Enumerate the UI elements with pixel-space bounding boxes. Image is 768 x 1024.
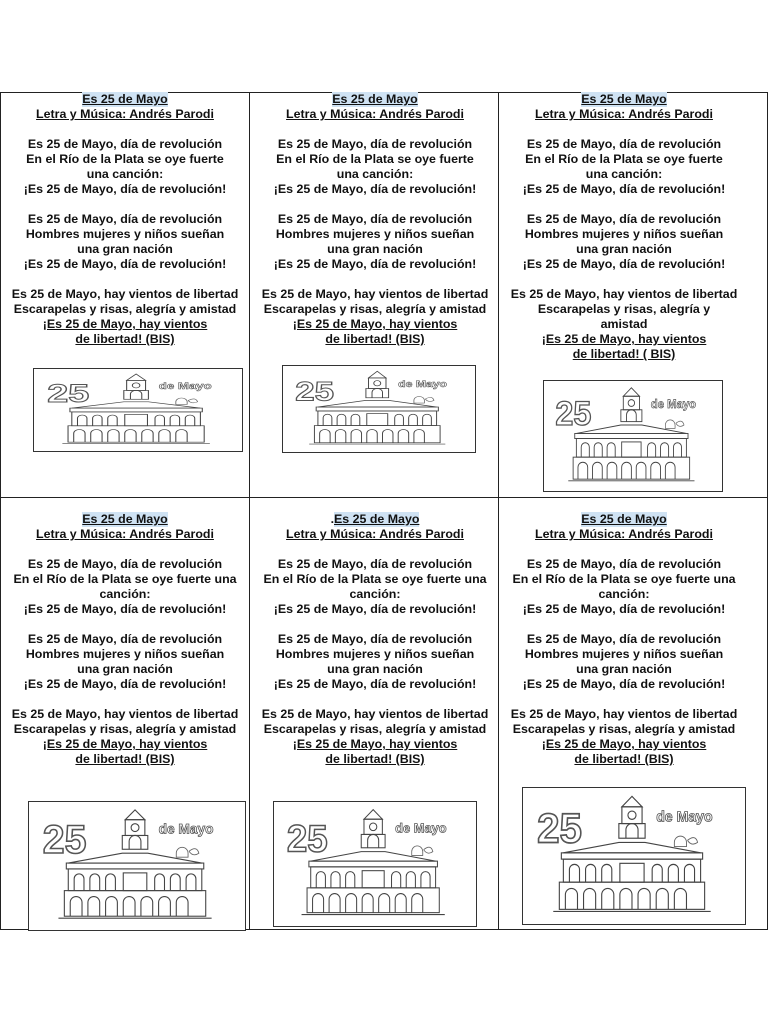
lyric-line: una gran nación: [327, 662, 423, 676]
stanza-1: [253, 557, 497, 617]
song-credits: Letra y Música: Andrés Parodi: [36, 527, 214, 541]
stanza-3: [253, 707, 497, 767]
title-line: [502, 92, 746, 107]
song-credits: Letra y Música: Andrés Parodi: [36, 107, 214, 121]
title-line: [3, 92, 247, 107]
lyric-line: Hombres mujeres y niños sueñan: [25, 647, 225, 661]
lyric-line: Es 25 de Mayo, día de revolución: [526, 557, 722, 571]
lyric-line: ¡Es 25 de Mayo, día de revolución!: [522, 257, 726, 271]
title-line: [3, 512, 247, 527]
lyric-line: ¡Es 25 de Mayo, día de revolución!: [273, 602, 477, 616]
lyric-line: de libertad! ( BIS): [572, 347, 676, 361]
lyric-line: ¡Es 25 de Mayo, día de revolución!: [23, 182, 227, 196]
lyric-line: de libertad! (BIS): [325, 752, 425, 766]
cabildo-drawing: [274, 802, 476, 926]
refrain: [253, 737, 497, 767]
song-lyrics: [502, 92, 746, 362]
stanza-1: [502, 137, 746, 197]
lyric-line: una canción:: [86, 167, 164, 181]
lyric-line: una gran nación: [327, 242, 423, 256]
lyric-line: Escarapelas y risas, alegría y: [537, 302, 711, 316]
lyric-line: Hombres mujeres y niños sueñan: [275, 647, 475, 661]
stanza-2: [502, 632, 746, 692]
refrain: [502, 737, 746, 767]
lyric-line: ¡Es 25 de Mayo, hay vientos: [541, 737, 707, 751]
bell-icon: [176, 398, 198, 404]
lyric-line: Es 25 de Mayo, día de revolución: [277, 137, 473, 151]
lyric-line: Es 25 de Mayo, día de revolución: [27, 137, 223, 151]
lyric-line: En el Río de la Plata se oye fuerte una: [512, 572, 736, 586]
lyric-line: Hombres mujeres y niños sueñan: [524, 647, 724, 661]
stanza-1: [502, 557, 746, 617]
song-lyrics: [253, 512, 497, 767]
song-lyrics: [3, 512, 247, 767]
lyric-line: Es 25 de Mayo, día de revolución: [526, 632, 722, 646]
lyric-line: una gran nación: [77, 242, 173, 256]
lyric-line: una gran nación: [576, 242, 672, 256]
cabildo-drawing: [29, 802, 245, 930]
drawing-number: 25: [47, 379, 90, 408]
drawing-caption: de Mayo: [158, 821, 214, 837]
lyric-line: Hombres mujeres y niños sueñan: [275, 227, 475, 241]
lyric-line: Es 25 de Mayo, día de revolución: [526, 137, 722, 151]
refrain: [502, 332, 746, 362]
lyric-line: una canción:: [336, 167, 414, 181]
bell-icon: [674, 836, 697, 846]
refrain: [3, 737, 247, 767]
lyric-line: Es 25 de Mayo, día de revolución: [277, 557, 473, 571]
stanza-3: [3, 707, 247, 767]
drawing-number: 25: [555, 395, 592, 434]
stanza-3: [502, 707, 746, 767]
coloring-picture: [28, 801, 246, 931]
title-line: [253, 92, 497, 107]
lyric-line: Es 25 de Mayo, hay vientos de libertad: [11, 707, 239, 721]
coloring-picture: [543, 380, 723, 492]
lyric-line: ¡Es 25 de Mayo, día de revolución!: [273, 677, 477, 691]
drawing-number: 25: [286, 816, 328, 860]
bell-icon: [412, 846, 433, 856]
coloring-picture: [522, 787, 746, 925]
stanza-3: [253, 287, 497, 347]
bell-icon: [414, 396, 434, 403]
stanza-2: [3, 212, 247, 272]
lyric-line: ¡Es 25 de Mayo, día de revolución!: [273, 257, 477, 271]
song-credits: Letra y Música: Andrés Parodi: [286, 527, 464, 541]
lyric-line: Es 25 de Mayo, día de revolución: [27, 212, 223, 226]
lyric-line: de libertad! (BIS): [574, 752, 674, 766]
stanza-2: [502, 212, 746, 272]
lyric-line: ¡Es 25 de Mayo, día de revolución!: [522, 677, 726, 691]
lyric-line: una gran nación: [576, 662, 672, 676]
lyric-line: ¡Es 25 de Mayo, día de revolución!: [23, 257, 227, 271]
song-title: Es 25 de Mayo: [581, 92, 667, 106]
title-line: [502, 512, 746, 527]
drawing-caption: de Mayo: [656, 809, 713, 826]
lyric-line: de libertad! (BIS): [325, 332, 425, 346]
stanza-1: [253, 137, 497, 197]
drawing-number: 25: [537, 804, 583, 852]
title-line: [253, 512, 497, 527]
lyric-line: Es 25 de Mayo, hay vientos de libertad: [510, 287, 738, 301]
cabildo-drawing: [523, 788, 745, 924]
lyric-line: ¡Es 25 de Mayo, día de revolución!: [273, 182, 477, 196]
refrain: [3, 317, 247, 347]
lyric-line: Es 25 de Mayo, día de revolución: [526, 212, 722, 226]
lyric-line: En el Río de la Plata se oye fuerte una: [263, 572, 487, 586]
song-title: Es 25 de Mayo: [82, 512, 168, 526]
bell-icon: [665, 420, 684, 428]
lyric-line: canción:: [598, 587, 650, 601]
lyric-line: ¡Es 25 de Mayo, hay vientos: [541, 332, 707, 346]
lyric-line: Es 25 de Mayo, hay vientos de libertad: [261, 287, 489, 301]
cabildo-drawing: [544, 381, 722, 491]
song-credits: Letra y Música: Andrés Parodi: [535, 527, 713, 541]
coloring-picture: [282, 365, 476, 453]
lyric-line: Escarapelas y risas, alegría y amistad: [512, 722, 736, 736]
lyric-line: ¡Es 25 de Mayo, hay vientos: [42, 737, 208, 751]
drawing-number: 25: [42, 818, 87, 863]
lyric-line: Escarapelas y risas, alegría y amistad: [263, 722, 487, 736]
lyric-line: ¡Es 25 de Mayo, hay vientos: [42, 317, 208, 331]
bell-icon: [176, 847, 199, 857]
lyric-line: Es 25 de Mayo, hay vientos de libertad: [11, 287, 239, 301]
lyric-line: En el Río de la Plata se oye fuerte: [276, 152, 474, 166]
lyric-line: Es 25 de Mayo, día de revolución: [277, 632, 473, 646]
stanza-1: [3, 557, 247, 617]
stanza-2: [253, 212, 497, 272]
drawing-caption: de Mayo: [650, 398, 697, 412]
drawing-number: 25: [295, 376, 335, 407]
lyric-line: una canción:: [585, 167, 663, 181]
song-credits: Letra y Música: Andrés Parodi: [535, 107, 713, 121]
lyric-line: de libertad! (BIS): [75, 332, 175, 346]
cabildo-drawing: [34, 369, 242, 451]
lyric-line: ¡Es 25 de Mayo, día de revolución!: [522, 182, 726, 196]
stanza-3: [3, 287, 247, 347]
title-prefix: .: [330, 512, 335, 526]
song-title: Es 25 de Mayo: [82, 92, 168, 106]
lyric-line: ¡Es 25 de Mayo, día de revolución!: [23, 677, 227, 691]
song-lyrics: [253, 92, 497, 347]
lyric-line: Es 25 de Mayo, hay vientos de libertad: [261, 707, 489, 721]
song-lyrics: [3, 92, 247, 347]
drawing-caption: de Mayo: [395, 820, 447, 836]
lyric-line: de libertad! (BIS): [75, 752, 175, 766]
lyric-line: canción:: [349, 587, 401, 601]
lyric-line: una gran nación: [77, 662, 173, 676]
lyric-line: Hombres mujeres y niños sueñan: [524, 227, 724, 241]
lyric-line: ¡Es 25 de Mayo, día de revolución!: [23, 602, 227, 616]
coloring-picture: [273, 801, 477, 927]
grid-line-col1: [249, 92, 250, 930]
lyric-line: ¡Es 25 de Mayo, día de revolución!: [522, 602, 726, 616]
lyric-line: En el Río de la Plata se oye fuerte: [525, 152, 723, 166]
lyric-line: Es 25 de Mayo, hay vientos de libertad: [510, 707, 738, 721]
lyric-line: Escarapelas y risas, alegría y amistad: [263, 302, 487, 316]
song-title: Es 25 de Mayo: [334, 512, 420, 526]
song-title: Es 25 de Mayo: [332, 92, 418, 106]
lyric-line: Es 25 de Mayo, día de revolución: [27, 632, 223, 646]
coloring-picture: [33, 368, 243, 452]
lyric-line: ¡Es 25 de Mayo, hay vientos: [292, 317, 458, 331]
lyric-line: Hombres mujeres y niños sueñan: [25, 227, 225, 241]
cabildo-drawing: [283, 366, 475, 452]
lyric-line: Escarapelas y risas, alegría y amistad: [13, 302, 237, 316]
lyric-line: amistad: [600, 317, 648, 331]
lyric-line: canción:: [99, 587, 151, 601]
drawing-caption: de Mayo: [398, 379, 448, 390]
lyric-line: Escarapelas y risas, alegría y amistad: [13, 722, 237, 736]
refrain: [253, 317, 497, 347]
lyric-line: Es 25 de Mayo, día de revolución: [27, 557, 223, 571]
stanza-1: [3, 137, 247, 197]
lyric-line: En el Río de la Plata se oye fuerte: [26, 152, 224, 166]
drawing-caption: de Mayo: [158, 382, 212, 392]
song-credits: Letra y Música: Andrés Parodi: [286, 107, 464, 121]
stanza-2: [253, 632, 497, 692]
lyric-line: Es 25 de Mayo, día de revolución: [277, 212, 473, 226]
stanza-2: [3, 632, 247, 692]
song-lyrics: [502, 512, 746, 767]
song-title: Es 25 de Mayo: [581, 512, 667, 526]
lyric-line: ¡Es 25 de Mayo, hay vientos: [292, 737, 458, 751]
stanza-3: [502, 287, 746, 362]
lyric-line: En el Río de la Plata se oye fuerte una: [13, 572, 237, 586]
